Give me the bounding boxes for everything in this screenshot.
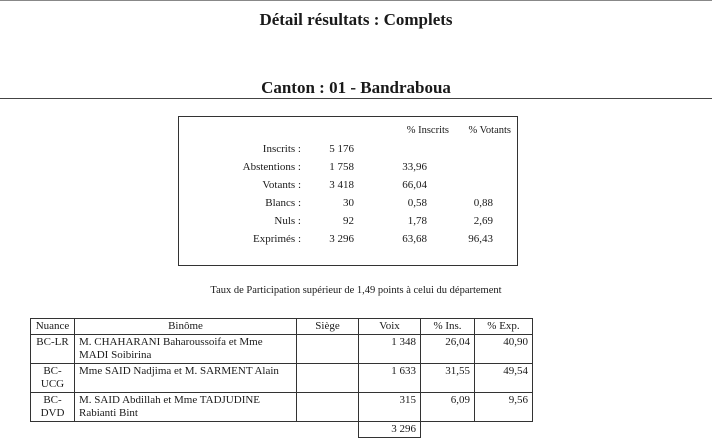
siege-cell (297, 364, 359, 393)
voix-cell: 315 (359, 393, 421, 422)
canton-title: Canton : 01 - Bandraboua (261, 78, 451, 97)
stat-value: 5 176 (329, 143, 354, 155)
binome-cell: Mme SAID Nadjima et M. SARMENT Alain (75, 364, 297, 393)
nuance-cell: BC-LR (31, 335, 75, 364)
siege-cell (297, 393, 359, 422)
pct-ins-cell: 26,04 (421, 335, 475, 364)
voix-header: Voix (359, 319, 421, 335)
total-row (31, 422, 533, 438)
stat-pct-inscrits: 1,78 (407, 215, 427, 227)
stat-label: Nuls : (274, 215, 301, 227)
top-border (0, 0, 712, 1)
stat-pct-inscrits: 0,58 (407, 197, 427, 209)
total-voix-cell: 3 296 (359, 422, 421, 438)
stats-row-blancs (179, 194, 517, 212)
binome-cell: M. CHAHARANI Baharoussoifa et Mme MADI Soibirina (75, 335, 297, 364)
stat-value: 3 296 (329, 233, 354, 245)
stats-box (178, 116, 518, 266)
canton-rule (0, 98, 712, 99)
siege-header: Siège (297, 319, 359, 335)
stat-label: Inscrits : (262, 143, 301, 155)
table-row (31, 393, 533, 422)
pct-ins-cell: 6,09 (421, 393, 475, 422)
pct-exp-header: % Exp. (475, 319, 533, 335)
stats-row-exprimes (179, 230, 517, 248)
blank-cell (31, 422, 75, 438)
stat-pct-inscrits: 66,04 (402, 179, 427, 191)
pct-exp-cell: 40,90 (475, 335, 533, 364)
stats-row-abstentions (179, 158, 517, 176)
voix-cell: 1 348 (359, 335, 421, 364)
stat-label: Votants : (262, 179, 301, 191)
stat-value: 30 (343, 197, 354, 209)
stat-value: 3 418 (329, 179, 354, 191)
pct-inscrits-header: % Inscrits (406, 125, 449, 136)
stats-row-votants (179, 176, 517, 194)
results-header-row (31, 319, 533, 335)
stat-pct-votants: 2,69 (473, 215, 493, 227)
pct-ins-header: % Ins. (421, 319, 475, 335)
blank-cell (297, 422, 359, 438)
stats-header-row (179, 122, 517, 140)
stat-pct-inscrits: 33,96 (402, 161, 427, 173)
pct-votants-header: % Votants (468, 125, 511, 136)
table-row (31, 364, 533, 393)
pct-exp-cell: 9,56 (475, 393, 533, 422)
binome-header: Binôme (75, 319, 297, 335)
blank-cell (475, 422, 533, 438)
stat-pct-votants: 0,88 (473, 197, 493, 209)
results-table (30, 318, 533, 438)
blank-cell (75, 422, 297, 438)
stat-label: Exprimés : (253, 233, 301, 245)
siege-cell (297, 335, 359, 364)
nuance-header: Nuance (31, 319, 75, 335)
stat-pct-inscrits: 63,68 (402, 233, 427, 245)
nuance-cell: BC-UCG (31, 364, 75, 393)
stat-label: Abstentions : (242, 161, 301, 173)
participation-note: Taux de Participation supérieur de 1,49 points à celui du département (210, 285, 502, 296)
binome-cell: M. SAID Abdillah et Mme TADJUDINE Rabianti Bint (75, 393, 297, 422)
voix-cell: 1 633 (359, 364, 421, 393)
pct-exp-cell: 49,54 (475, 364, 533, 393)
stats-row-nuls (179, 212, 517, 230)
nuance-cell: BC-DVD (31, 393, 75, 422)
blank-cell (421, 422, 475, 438)
stat-value: 1 758 (329, 161, 354, 173)
stat-pct-votants: 96,43 (468, 233, 493, 245)
page-title: Détail résultats : Complets (259, 10, 453, 29)
table-row (31, 335, 533, 364)
stats-row-inscrits (179, 140, 517, 158)
stat-value: 92 (343, 215, 354, 227)
stat-label: Blancs : (265, 197, 301, 209)
pct-ins-cell: 31,55 (421, 364, 475, 393)
